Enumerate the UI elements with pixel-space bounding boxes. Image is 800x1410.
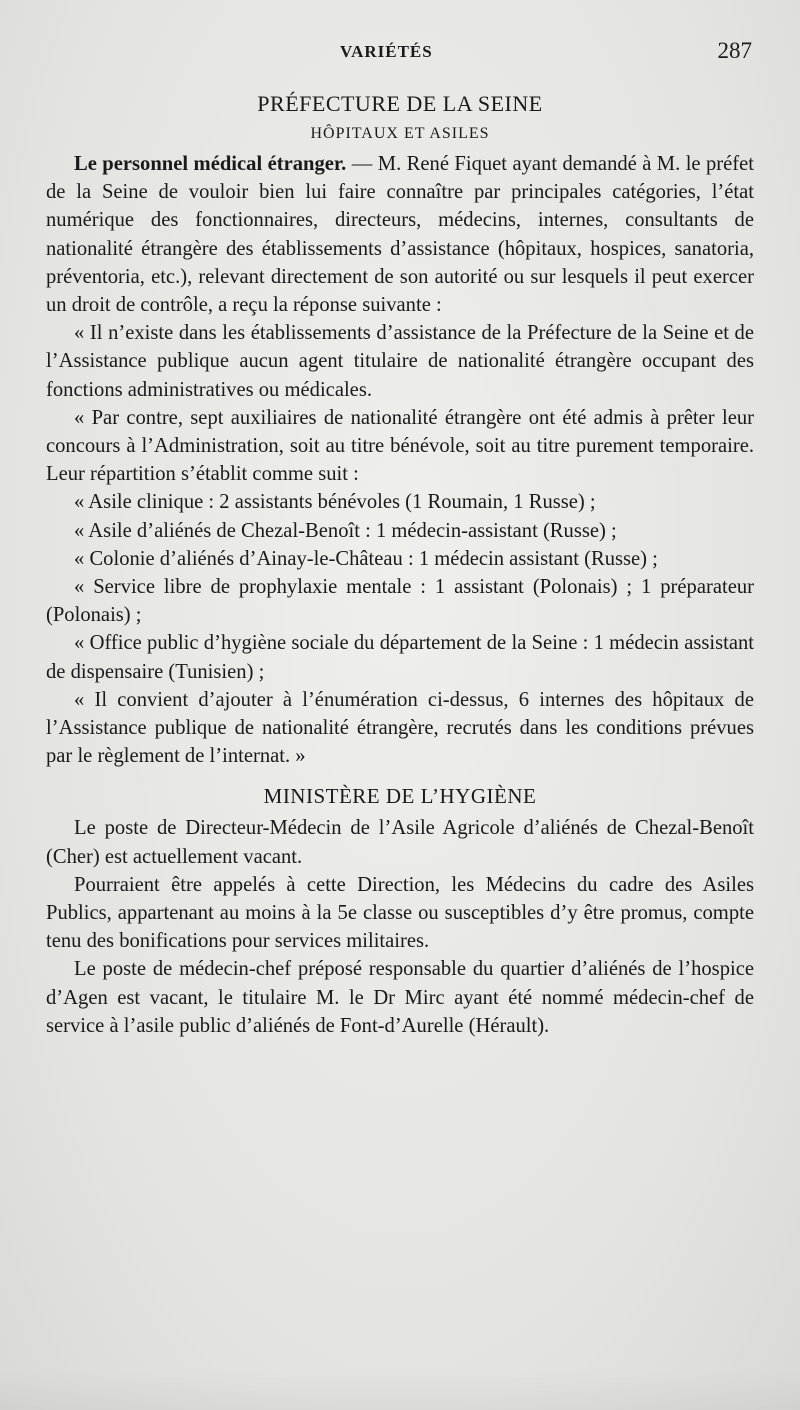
intro-text: — M. René Fiquet ayant demandé à M. le préfet de la Seine de vouloir bien lui faire connaître par principales catégories, l’état numérique des fonctionnaires, directeurs, médecins, internes, consultants de nationalité étrangère des établissements d’assistance (hôpitaux, hospices, sanatoria, préventoria, etc.), relevant directement de son autorité ou sur lesquels il peut exercer un droit de contrôle, a reçu la réponse suivante :	[46, 153, 754, 317]
paragraph: « Office public d’hygiène sociale du département de la Seine : 1 médecin assistant de dispensaire (Tunisien) ;	[46, 632, 754, 683]
paragraph: « Par contre, sept auxiliaires de nationalité étrangère ont été admis à prêter leur concours à l’Administration, soit au titre bénévole, soit au titre purement temporaire. Leur répartition s’établit comme suit :	[46, 406, 754, 486]
paragraph: Le poste de Directeur-Médecin de l’Asile Agricole d’aliénés de Chezal-Benoît (Cher) est actuellement vacant.	[46, 817, 754, 868]
paragraph: « Asile clinique : 2 assistants bénévoles (1 Roumain, 1 Russe) ;	[74, 491, 596, 514]
page-header	[0, 38, 800, 68]
page-body	[46, 88, 754, 1040]
section-title: MINISTÈRE DE L’HYGIÈNE	[263, 784, 537, 809]
paragraph: Pourraient être appelés à cette Direction, les Médecins du cadre des Asiles Publics, appartenant au moins à la 5e classe ou susceptibles d’y être promus, compte tenu des bonifications pour services militaires.	[46, 873, 754, 953]
page-number: 287	[717, 38, 752, 63]
running-head: VARIÉTÉS	[340, 42, 433, 61]
page-shadow	[0, 1370, 800, 1410]
paragraph: « Il n’existe dans les établissements d’assistance de la Préfecture de la Seine et de l’Assistance publique aucun agent titulaire de nationalité étrangère occupant des fonctions administratives ou médicales.	[46, 322, 754, 401]
paragraph: Le poste de médecin-chef préposé responsable du quartier d’aliénés de l’hospice d’Agen est vacant, le titulaire M. le Dr Mirc ayant été nommé médecin-chef de service à l’asile public d’aliénés de Font-d’Aurelle (Hérault).	[46, 958, 754, 1037]
intro-paragraph	[46, 150, 754, 319]
paragraph: « Il convient d’ajouter à l’énumération ci-dessus, 6 internes des hôpitaux de l’Assistance publique de nationalité étrangère, recrutés dans les conditions prévues par le règlement de l’internat. »	[46, 688, 754, 768]
paragraph: « Asile d’aliénés de Chezal-Benoît : 1 médecin-assistant (Russe) ;	[74, 519, 617, 542]
section-subtitle: HÔPITAUX ET ASILES	[310, 125, 490, 142]
section-title: PRÉFECTURE DE LA SEINE	[257, 91, 543, 116]
paragraph: « Colonie d’aliénés d’Ainay-le-Château : 1 médecin assistant (Russe) ;	[74, 547, 658, 570]
lead-heading: Le personnel médical étranger.	[74, 153, 347, 175]
paragraph: « Service libre de prophylaxie mentale : 1 assistant (Polonais) ; 1 préparateur (Polonais) ;	[46, 576, 754, 627]
